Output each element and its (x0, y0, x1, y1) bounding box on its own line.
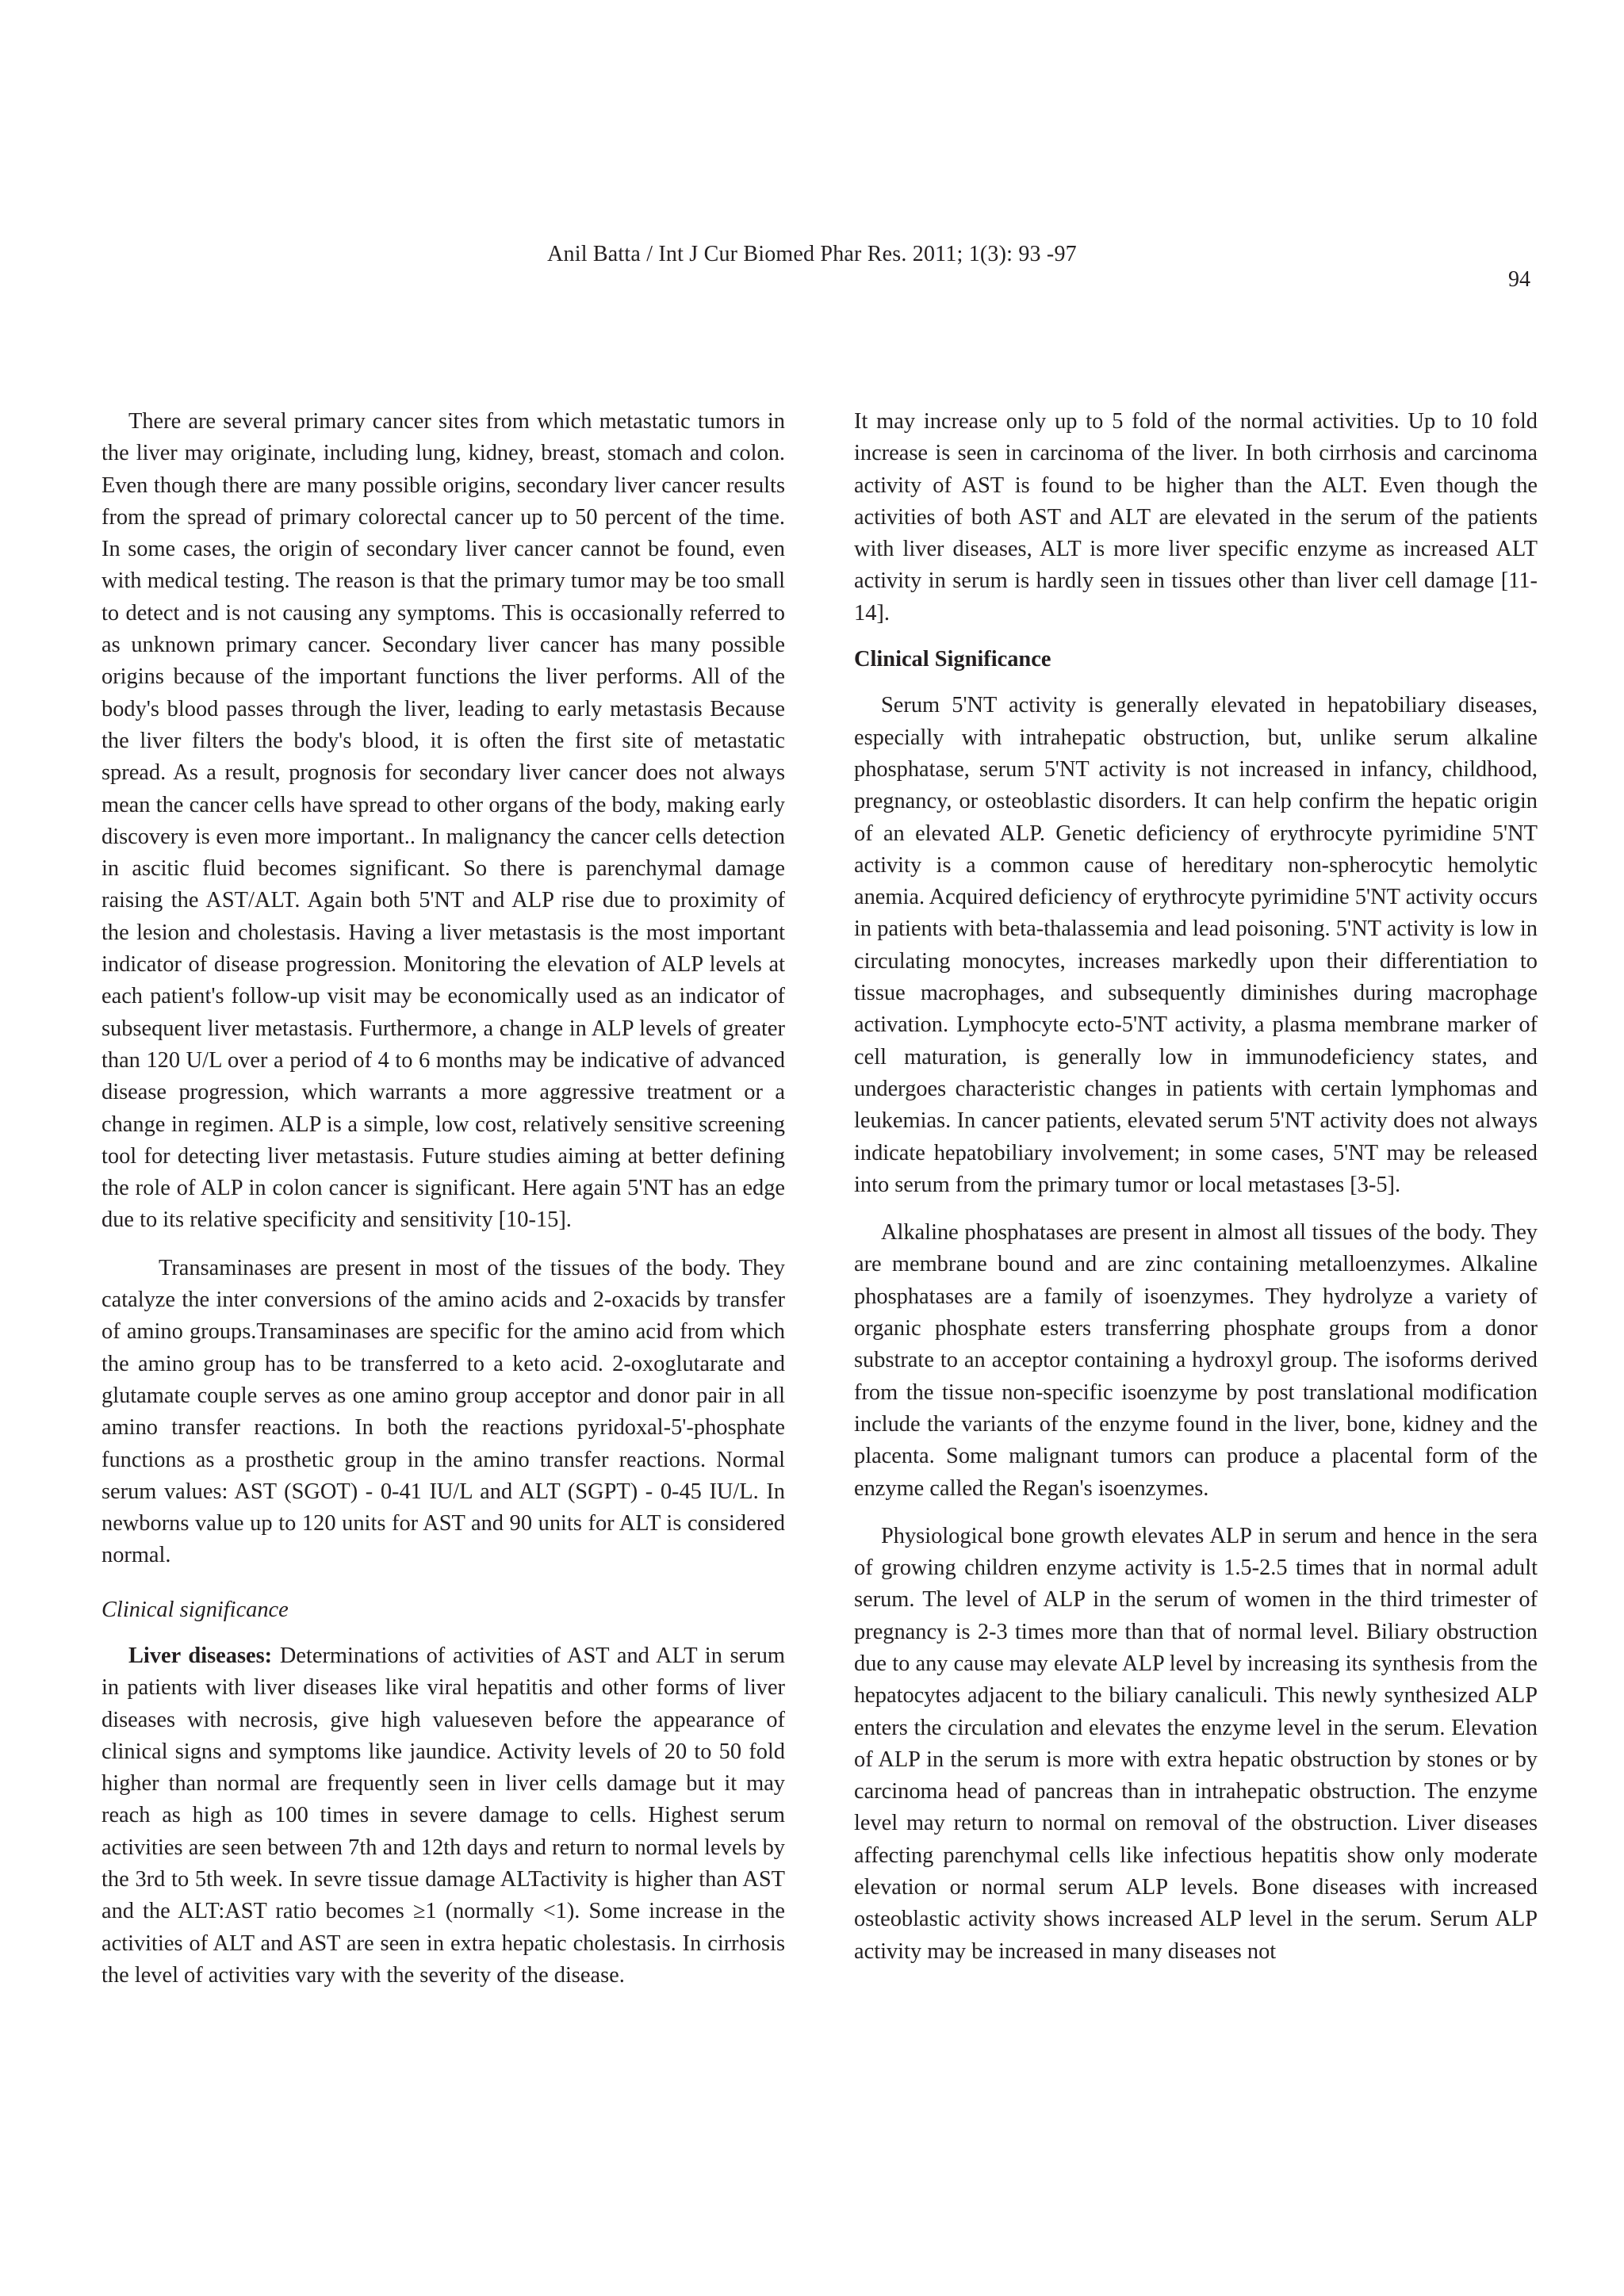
running-head: Anil Batta / Int J Cur Biomed Phar Res. 2011; 1(3): 93 -97 (547, 242, 1077, 266)
left-column (102, 406, 785, 1992)
heading-clinical-significance-bold: Clinical Significance (854, 647, 1051, 672)
paragraph-transaminases: Transaminases are present in most of the tissues of the body. They catalyze the inter conversions of the amino acids and 2-oxacids by transfer of amino groups.Transaminases are specific for the amino acid from which the amino group has to be transferred to a keto acid. 2-oxoglutarate and glutamate couple serves as one amino group acceptor and donor pair in all amino transfer reactions. In both the reactions pyridoxal-5'-phosphate functions as a prosthetic group in the amino transfer reactions. Normal serum values: AST (SGOT) - 0-41 IU/L and ALT (SGPT) - 0-45 IU/L. In newborns value up to 120 units for AST and 90 units for ALT is considered normal. (102, 1255, 785, 1568)
heading-clinical-significance-italic: Clinical significance (102, 1597, 289, 1622)
paragraph-metastatic-tumors: There are several primary cancer sites from which metastatic tumors in the liver may originate, including lung, kidney, breast, stomach and colon. Even though there are many possible origins, secondary liver cancer results from the spread of primary colorectal cancer up to 50 percent of the time. In some cases, the origin of secondary liver cancer cannot be found, even with medical testing. The reason is that the primary tumor may be too small to detect and is not causing any symptoms. This is occasionally referred to as unknown primary cancer. Secondary liver cancer has many possible origins because of the important functions the liver performs. All of the body's blood passes through the liver, leading to early metastasis Because the liver filters the body's blood, it is often the first site of metastatic spread. As a result, prognosis for secondary liver cancer does not always mean the cancer cells have spread to other organs of the body, making early discovery is even more important.. In malignancy the cancer cells detection in ascitic fluid becomes significant. So there is parenchymal damage raising the AST/ALT. Again both 5'NT and ALP rise due to proximity of the lesion and cholestasis. Having a liver metastasis is the most important indicator of disease progression. Monitoring the elevation of ALP levels at each patient's follow-up visit may be economically used as an indicator of subsequent liver metastasis. Furthermore, a change in ALP levels of greater than 120 U/L over a period of 4 to 6 months may be indicative of advanced disease progression, which warrants a more aggressive treatment or a change in regimen. ALP is a simple, low cost, relatively sensitive screening tool for detecting liver metastasis. Future studies aiming at better defining the role of ALP in colon cancer is significant. Here again 5'NT has an edge due to its relative specificity and sensitivity [10-15]. (102, 409, 785, 1233)
lead-in-liver-diseases: Liver diseases: (128, 1643, 273, 1668)
right-column (854, 406, 1538, 1968)
paragraph-serum-5nt: Serum 5'NT activity is generally elevated in hepatobiliary diseases, especially with intrahepatic obstruction, but, unlike serum alkaline phosphatase, serum 5'NT activity is not increased in infancy, childhood, pregnancy, or osteoblastic disorders. It can help confirm the hepatic origin of an elevated ALP. Genetic deficiency of erythrocyte pyrimidine 5'NT activity is a common cause of hereditary non-spherocytic hemolytic anemia. Acquired deficiency of erythrocyte pyrimidine 5'NT activity occurs in patients with beta-thalassemia and lead poisoning. 5'NT activity is low in circulating monocytes, increases markedly upon their differentiation to tissue macrophages, and subsequently diminishes during macrophage activation. Lymphocyte ecto-5'NT activity, a plasma membrane marker of cell maturation, is generally low in immunodeficiency states, and undergoes characteristic changes in patients with certain lymphomas and leukemias. In cancer patients, elevated serum 5'NT activity does not always indicate hepatobiliary involvement; in some cases, 5'NT may be released into serum from the primary tumor or local metastases [3-5]. (854, 693, 1538, 1197)
paragraph-ast-alt-increase: It may increase only up to 5 fold of the normal activities. Up to 10 fold increase is seen in carcinoma of the liver. In both cirrhosis and carcinoma activity of AST is found to be higher than the ALT. Even though the activities of both AST and ALT are elevated in the serum of the patients with liver diseases, ALT is more liver specific enzyme as increased ALT activity in serum is hardly seen in tissues other than liver cell damage [11-14]. (854, 409, 1538, 626)
paragraph-bone-growth-alp: Physiological bone growth elevates ALP in serum and hence in the sera of growing children enzyme activity is 1.5-2.5 times that in normal adult serum. The level of ALP in the serum of women in the third trimester of pregnancy is 2-3 times more than that of normal level. Biliary obstruction due to any cause may elevate ALP level by increasing its synthesis from the hepatocytes adjacent to the biliary canaliculi. This newly synthesized ALP enters the circulation and elevates the enzyme level in the serum. Elevation of ALP in the serum is more with extra hepatic obstruction by stones or by carcinoma head of pancreas than in intrahepatic obstruction. The enzyme level may return to normal on removal of the obstruction. Liver diseases affecting parenchymal cells like infectious hepatitis show only moderate elevation or normal serum ALP levels. Bone diseases with increased osteoblastic activity shows increased ALP level in the serum. Serum ALP activity may be increased in many diseases not (854, 1523, 1538, 1964)
page-number: 94 (1508, 267, 1530, 292)
paragraph-liver-diseases-body: Determinations of activities of AST and ALT in serum in patients with liver diseases like viral hepatitis and other forms of liver diseases with necrosis, give high valueseven before the appearance of clinical signs and symptoms like jaundice. Activity levels of 20 to 50 fold higher than normal are frequently seen in liver cells damage but it may reach as high as 100 times in severe damage to cells. Highest serum activities are seen between 7th and 12th days and return to normal levels by the 3rd to 5th week. In sevre tissue damage ALTactivity is higher than AST and the ALT:AST ratio becomes ≥1 (normally <1). Some increase in the activities of ALT and AST are seen in extra hepatic cholestasis. In cirrhosis the level of activities vary with the severity of the disease. (102, 1643, 785, 1988)
paragraph-alkaline-phosphatases: Alkaline phosphatases are present in almost all tissues of the body. They are membrane bound and are zinc containing metalloenzymes. Alkaline phosphatases are a family of isoenzymes. They hydrolyze a variety of organic phosphate esters transferring phosphate groups from a donor substrate to an acceptor containing a hydroxyl group. The isoforms derived from the tissue non-specific isoenzyme by post translational modification include the variants of the enzyme found in the liver, bone, kidney and the placenta. Some malignant tumors can produce a placental form of the enzyme called the Regan's isoenzymes. (854, 1220, 1538, 1501)
paragraph-liver-diseases (102, 1640, 785, 1992)
